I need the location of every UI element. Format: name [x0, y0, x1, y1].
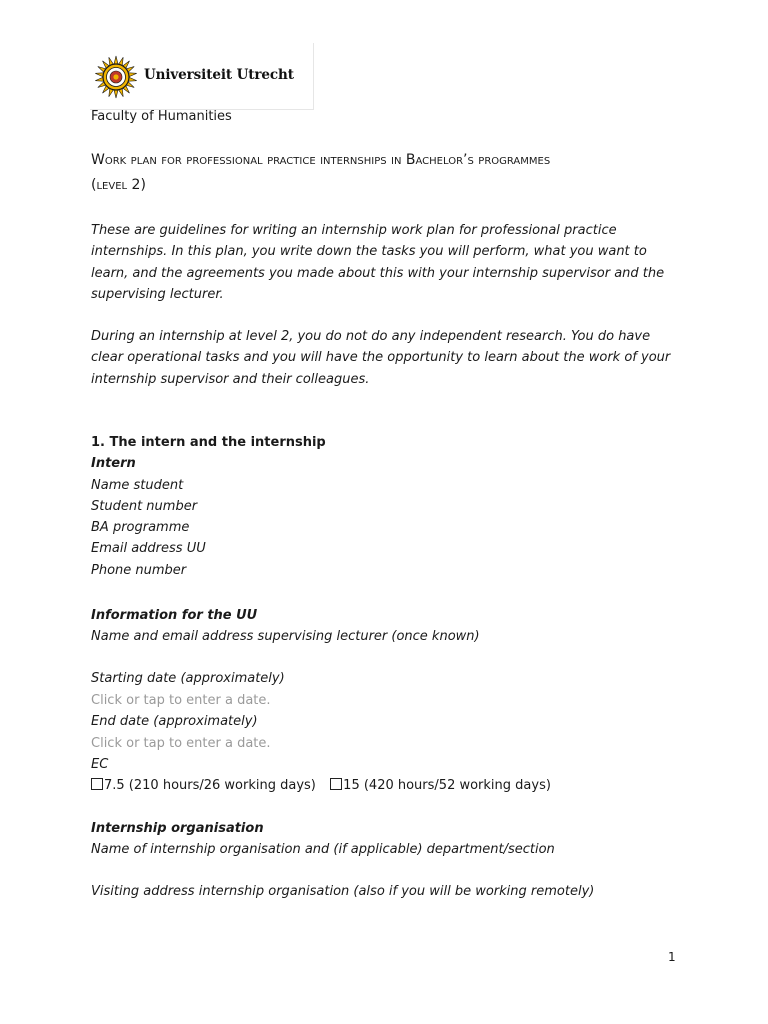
ec-15-checkbox[interactable]: [330, 778, 342, 790]
intro-paragraph-1: These are guidelines for writing an internship work plan for professional practice internships. In this plan, you write down the tasks you will perform, what you want to learn, and the agreements you made about this with your internship supervisor and the supervising lecturer.: [91, 223, 665, 302]
logo-header: [90, 43, 314, 110]
section-1-heading: 1. The intern and the internship: [91, 435, 326, 450]
uu-info-heading: Information for the UU: [91, 608, 258, 623]
internship-organisation-heading: Internship organisation: [91, 821, 264, 836]
start-date-label: Starting date (approximately): [91, 671, 285, 686]
field-supervising-lecturer[interactable]: Name and email address supervising lecturer (once known): [91, 629, 480, 644]
logo-text: Universiteit Utrecht: [144, 67, 294, 83]
field-email-uu[interactable]: Email address UU: [91, 541, 206, 556]
ec-label: EC: [91, 757, 109, 772]
ec-7-5-label: 7.5 (210 hours/26 working days): [104, 778, 316, 793]
document-title-line2: (level 2): [91, 177, 146, 193]
field-visiting-address[interactable]: Visiting address internship organisation (also if you will be working remotely): [91, 884, 595, 899]
faculty-name: Faculty of Humanities: [91, 109, 232, 124]
intro-paragraph-2: During an internship at level 2, you do not do any independent research. You do have clear operational tasks and you will have the opportunity to learn about the work of your internship supervisor and their colleagues.: [91, 329, 671, 387]
start-date-picker[interactable]: Click or tap to enter a date.: [91, 693, 271, 708]
end-date-picker[interactable]: Click or tap to enter a date.: [91, 736, 271, 751]
page-number: 1: [668, 950, 676, 964]
field-student-number[interactable]: Student number: [91, 499, 198, 514]
field-name-student[interactable]: Name student: [91, 478, 184, 493]
ec-options: [91, 775, 551, 796]
field-phone-number[interactable]: Phone number: [91, 563, 187, 578]
ec-7-5-checkbox[interactable]: [91, 778, 103, 790]
field-ba-programme[interactable]: BA programme: [91, 520, 190, 535]
intern-heading: Intern: [91, 456, 136, 471]
field-organisation-name[interactable]: Name of internship organisation and (if applicable) department/section: [91, 842, 555, 857]
sun-seal-icon: [94, 55, 138, 99]
document-title-line1: Work plan for professional practice internships in Bachelor’s programmes: [91, 152, 551, 168]
ec-15-label: 15 (420 hours/52 working days): [343, 778, 551, 793]
end-date-label: End date (approximately): [91, 714, 258, 729]
